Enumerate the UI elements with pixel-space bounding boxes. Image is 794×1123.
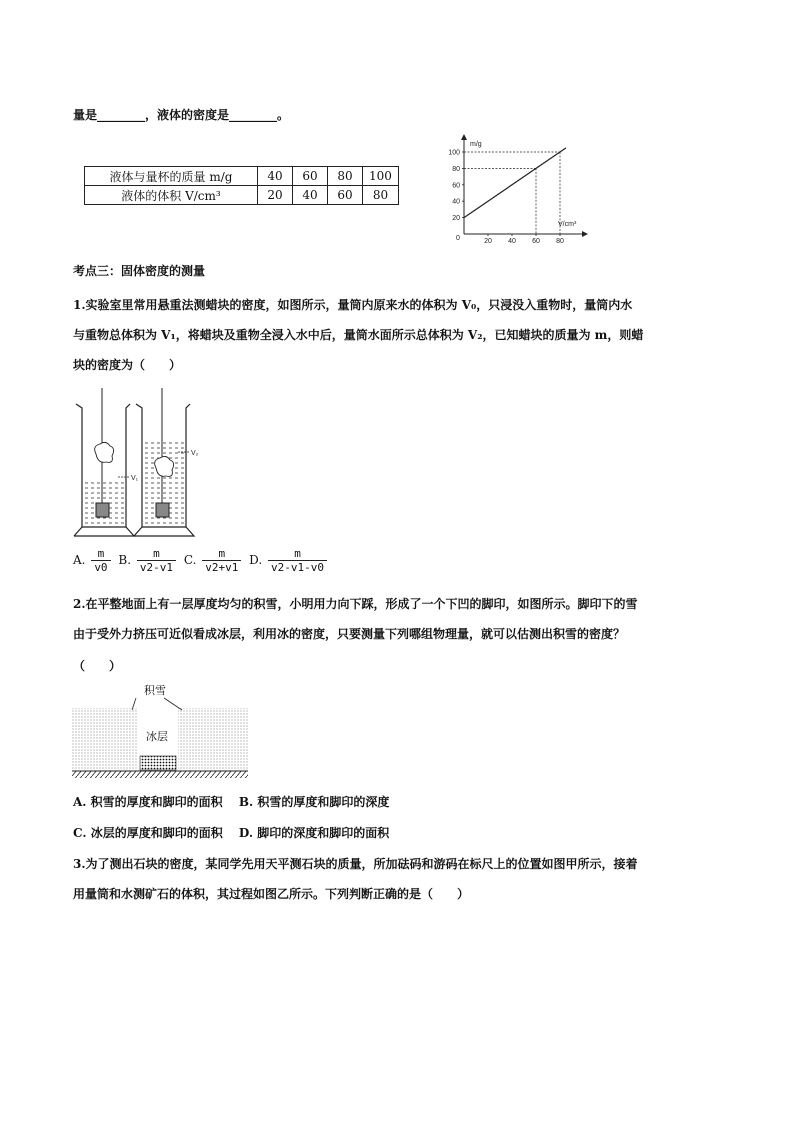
y-tick-label: 60 (452, 182, 460, 190)
q2-options-ab[interactable]: A. 积雪的厚度和脚印的面积 B. 积雪的厚度和脚印的深度 (73, 795, 390, 809)
q3-line1: 3.为了测出石块的密度，某同学先用天平测石块的质量，所加砝码和游码在标尺上的位置如图甲所示，接着 (73, 857, 638, 871)
mass-volume-graph (440, 132, 590, 247)
fraction: $\frac{m}{v0}$ (91, 547, 110, 574)
table-cell: 80 (328, 167, 363, 186)
fraction: $\frac{m}{v2-v1-v0}$ (268, 547, 327, 574)
cylinder-left (74, 388, 139, 536)
option-b[interactable]: B. $\frac{m}{v2-v1}$ (118, 547, 178, 574)
table-cell: 60 (293, 167, 328, 186)
fraction: $\frac{m}{v2-v1}$ (137, 547, 176, 574)
x-tick-label: 20 (484, 238, 492, 245)
table-cell: 40 (258, 167, 293, 186)
q2-line2: 由于受外力挤压可近似看成冰层，利用冰的密度，只要测量下列哪组物理量，就可以估测出积雪的密度？ (73, 627, 626, 641)
ground (72, 771, 248, 778)
option-d[interactable]: D. $\frac{m}{v2-v1-v0}$ (249, 547, 329, 574)
cylinder-figure (72, 386, 222, 541)
x-tick-label: 40 (508, 238, 516, 245)
x-tick-label: 60 (532, 238, 540, 245)
section-title: 考点三：固体密度的测量 (73, 264, 206, 278)
intro-line: 量是________，液体的密度是________。 (73, 108, 290, 122)
weight-block (156, 503, 169, 517)
table-cell: 60 (328, 186, 363, 205)
v1-label: V₁ (131, 475, 139, 482)
y-tick-label: 100 (448, 149, 460, 157)
ice-layer (140, 756, 176, 770)
snow-label: 积雪 (144, 684, 166, 697)
snow-layer-left (72, 708, 138, 770)
series-line (464, 148, 566, 218)
y-axis-arrow (461, 134, 467, 140)
y-tick-label: 20 (452, 215, 460, 223)
snow-figure (72, 680, 248, 780)
y-axis-label: m/g (470, 141, 482, 148)
ice-label: 冰层 (146, 730, 168, 743)
q1-options (73, 547, 331, 574)
snow-layer-right (178, 708, 248, 770)
q2-options-cd[interactable]: C. 冰层的厚度和脚印的面积 D. 脚印的深度和脚印的面积 (73, 826, 390, 840)
q1-line2: 与重物总体积为 V₁，将蜡块及重物全浸入水中后，量筒水面所示总体积为 V₂，已知蜡块的质量为 m，则蜡 (73, 328, 644, 342)
q2-line3: （ ） (73, 659, 122, 673)
q1-line3: 块的密度为（ ） (73, 358, 182, 372)
option-a[interactable]: A. $\frac{m}{v0}$ (73, 547, 113, 574)
table-row1-label: 液体与量杯的质量 m/g (85, 167, 258, 186)
table-cell: 20 (258, 186, 293, 205)
origin-label: 0 (456, 235, 460, 242)
table-row (85, 186, 399, 205)
option-c[interactable]: C. $\frac{m}{v2+v1}$ (184, 547, 244, 574)
weight-block (96, 503, 109, 517)
q2-line1: 2.在平整地面上有一层厚度均匀的积雪，小明用力向下踩，形成了一个下凹的脚印，如图所示。脚印下的雪 (73, 597, 638, 611)
table-cell: 100 (363, 167, 399, 186)
x-axis-arrow (582, 231, 588, 237)
q3-line2: 用量筒和水测矿石的体积，其过程如图乙所示。下列判断正确的是（ ） (73, 887, 470, 901)
table-row2-label: 液体的体积 V/cm³ (85, 186, 258, 205)
v2-label: V₂ (191, 450, 199, 457)
table-cell: 40 (293, 186, 328, 205)
x-tick-label: 80 (556, 238, 564, 245)
table-cell: 80 (363, 186, 399, 205)
fraction: $\frac{m}{v2+v1}$ (202, 547, 241, 574)
y-tick-label: 80 (452, 165, 460, 173)
q1-line1: 1.实验室里常用悬重法测蜡块的密度，如图所示，量筒内原来水的体积为 V₀，只浸没入重物时，量筒内水 (73, 298, 633, 312)
cylinder-right (134, 388, 199, 536)
data-table (84, 166, 399, 205)
wax-block (95, 442, 114, 462)
table-row (85, 167, 399, 186)
x-axis-label: V/cm³ (558, 221, 577, 228)
y-tick-label: 40 (452, 198, 460, 206)
